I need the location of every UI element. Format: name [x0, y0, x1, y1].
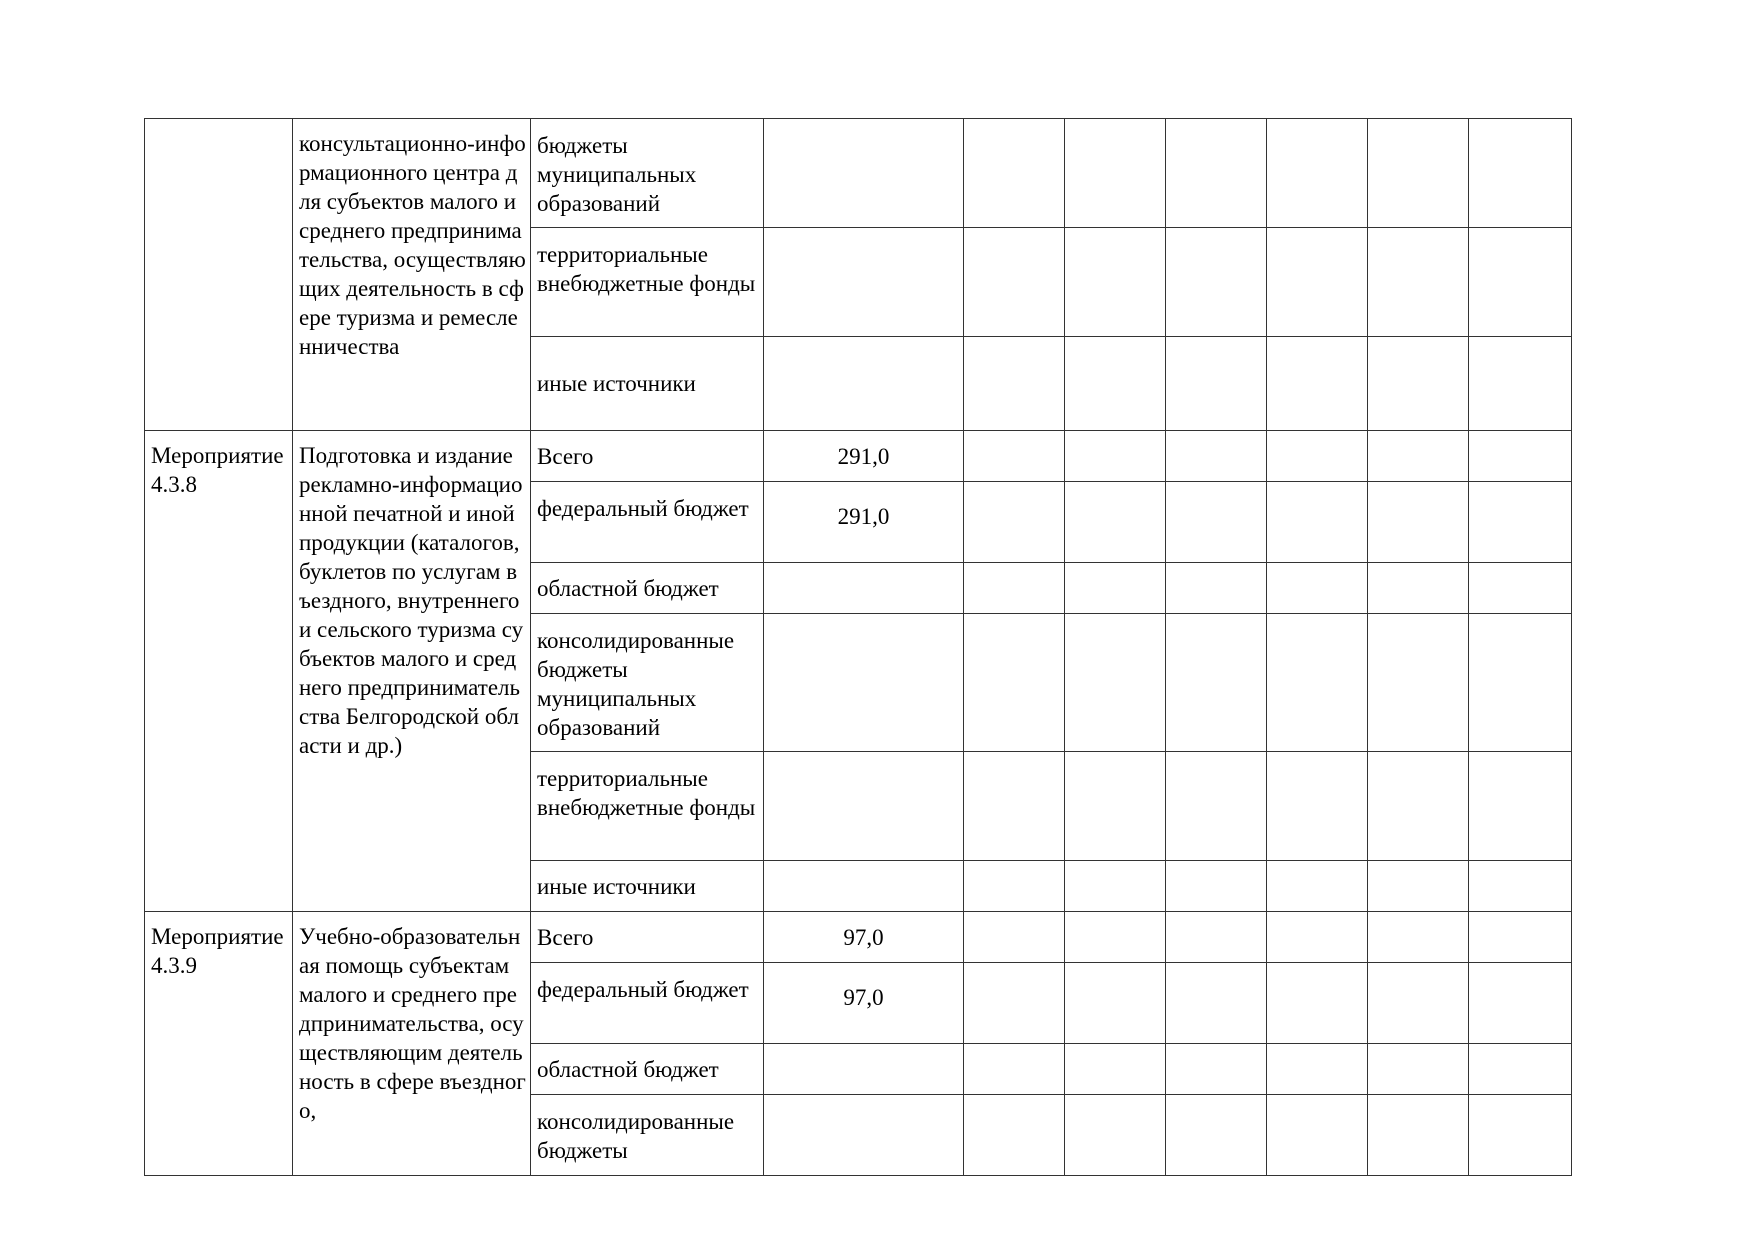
year-cell	[964, 431, 1065, 482]
value-cell: 291,0	[764, 482, 964, 563]
year-cell	[1065, 1044, 1166, 1095]
year-cell	[1065, 563, 1166, 614]
year-cell	[1166, 431, 1267, 482]
year-cell	[964, 119, 1065, 228]
measure-name-cell: Учебно-образовательная помощь субъектам малого и среднего предпринимательства, осуществляющим деятельность в сфере въездного,	[293, 912, 531, 1176]
year-cell	[1166, 563, 1267, 614]
year-cell	[964, 482, 1065, 563]
source-cell: бюджеты муниципальных образований	[531, 119, 764, 228]
source-cell: территориальные внебюджетные фонды	[531, 752, 764, 861]
year-cell	[1065, 119, 1166, 228]
year-cell	[1065, 912, 1166, 963]
year-cell	[1267, 614, 1368, 752]
year-cell	[1166, 1044, 1267, 1095]
value-cell	[764, 614, 964, 752]
year-cell	[964, 1095, 1065, 1176]
year-cell	[964, 337, 1065, 431]
year-cell	[1368, 431, 1469, 482]
year-cell	[1368, 861, 1469, 912]
year-cell	[1469, 861, 1572, 912]
year-cell	[1065, 861, 1166, 912]
year-cell	[1166, 912, 1267, 963]
year-cell	[1469, 963, 1572, 1044]
table-row	[145, 431, 1572, 482]
year-cell	[1469, 912, 1572, 963]
year-cell	[1065, 1095, 1166, 1176]
value-cell	[764, 228, 964, 337]
year-cell	[964, 861, 1065, 912]
source-cell: областной бюджет	[531, 563, 764, 614]
year-cell	[1368, 1044, 1469, 1095]
table-row	[145, 119, 1572, 228]
year-cell	[1267, 563, 1368, 614]
year-cell	[964, 912, 1065, 963]
measure-code-cell: Мероприятие 4.3.8	[145, 431, 293, 912]
year-cell	[1166, 614, 1267, 752]
year-cell	[964, 228, 1065, 337]
year-cell	[1368, 1095, 1469, 1176]
year-cell	[964, 963, 1065, 1044]
source-cell: Всего	[531, 912, 764, 963]
year-cell	[1368, 912, 1469, 963]
value-cell	[764, 563, 964, 614]
year-cell	[1469, 337, 1572, 431]
year-cell	[1469, 1095, 1572, 1176]
year-cell	[1368, 752, 1469, 861]
source-cell: федеральный бюджет	[531, 963, 764, 1044]
source-cell: территориальные внебюджетные фонды	[531, 228, 764, 337]
value-cell: 97,0	[764, 912, 964, 963]
year-cell	[1368, 337, 1469, 431]
budget-table	[144, 118, 1572, 1176]
code-cell	[145, 119, 293, 431]
year-cell	[1267, 119, 1368, 228]
year-cell	[1368, 119, 1469, 228]
year-cell	[1469, 752, 1572, 861]
year-cell	[1065, 228, 1166, 337]
year-cell	[1267, 228, 1368, 337]
measure-code-cell: Мероприятие 4.3.9	[145, 912, 293, 1176]
value-cell: 97,0	[764, 963, 964, 1044]
year-cell	[964, 563, 1065, 614]
year-cell	[1065, 482, 1166, 563]
year-cell	[1469, 563, 1572, 614]
year-cell	[964, 614, 1065, 752]
year-cell	[1469, 482, 1572, 563]
source-cell: иные источники	[531, 861, 764, 912]
year-cell	[1267, 337, 1368, 431]
measure-name-cell: Подготовка и издание рекламно-информационной печатной и иной продукции (каталогов, буклетов по услугам въездного, внутреннего и сельского туризма субъектов малого и среднего предпринимательства Белгородской области и др.)	[293, 431, 531, 912]
measure-name-cell: консультационно-информационного центра для субъектов малого и среднего предпринимательства, осуществляющих деятельность в сфере туризма и ремесленничества	[293, 119, 531, 431]
year-cell	[1065, 614, 1166, 752]
value-cell	[764, 119, 964, 228]
value-cell	[764, 861, 964, 912]
year-cell	[1065, 431, 1166, 482]
year-cell	[1368, 228, 1469, 337]
year-cell	[964, 1044, 1065, 1095]
year-cell	[1166, 752, 1267, 861]
year-cell	[1267, 431, 1368, 482]
year-cell	[1065, 963, 1166, 1044]
year-cell	[1368, 482, 1469, 563]
year-cell	[1166, 963, 1267, 1044]
value-cell: 291,0	[764, 431, 964, 482]
source-cell: консолидированные бюджеты муниципальных образований	[531, 614, 764, 752]
year-cell	[1065, 752, 1166, 861]
year-cell	[1267, 1044, 1368, 1095]
year-cell	[1267, 912, 1368, 963]
source-cell: федеральный бюджет	[531, 482, 764, 563]
year-cell	[1469, 119, 1572, 228]
year-cell	[1166, 482, 1267, 563]
year-cell	[1166, 337, 1267, 431]
value-cell	[764, 1095, 964, 1176]
year-cell	[1267, 861, 1368, 912]
source-cell: иные источники	[531, 337, 764, 431]
year-cell	[1469, 431, 1572, 482]
year-cell	[1065, 337, 1166, 431]
year-cell	[1166, 1095, 1267, 1176]
value-cell	[764, 337, 964, 431]
value-cell	[764, 752, 964, 861]
year-cell	[1368, 563, 1469, 614]
table-row	[145, 912, 1572, 963]
year-cell	[1166, 861, 1267, 912]
source-cell: Всего	[531, 431, 764, 482]
year-cell	[1267, 752, 1368, 861]
year-cell	[1166, 228, 1267, 337]
year-cell	[1267, 1095, 1368, 1176]
year-cell	[964, 752, 1065, 861]
year-cell	[1267, 482, 1368, 563]
value-cell	[764, 1044, 964, 1095]
year-cell	[1368, 963, 1469, 1044]
source-cell: областной бюджет	[531, 1044, 764, 1095]
year-cell	[1267, 963, 1368, 1044]
year-cell	[1469, 614, 1572, 752]
year-cell	[1469, 228, 1572, 337]
year-cell	[1166, 119, 1267, 228]
year-cell	[1368, 614, 1469, 752]
source-cell: консолидированные бюджеты	[531, 1095, 764, 1176]
year-cell	[1469, 1044, 1572, 1095]
